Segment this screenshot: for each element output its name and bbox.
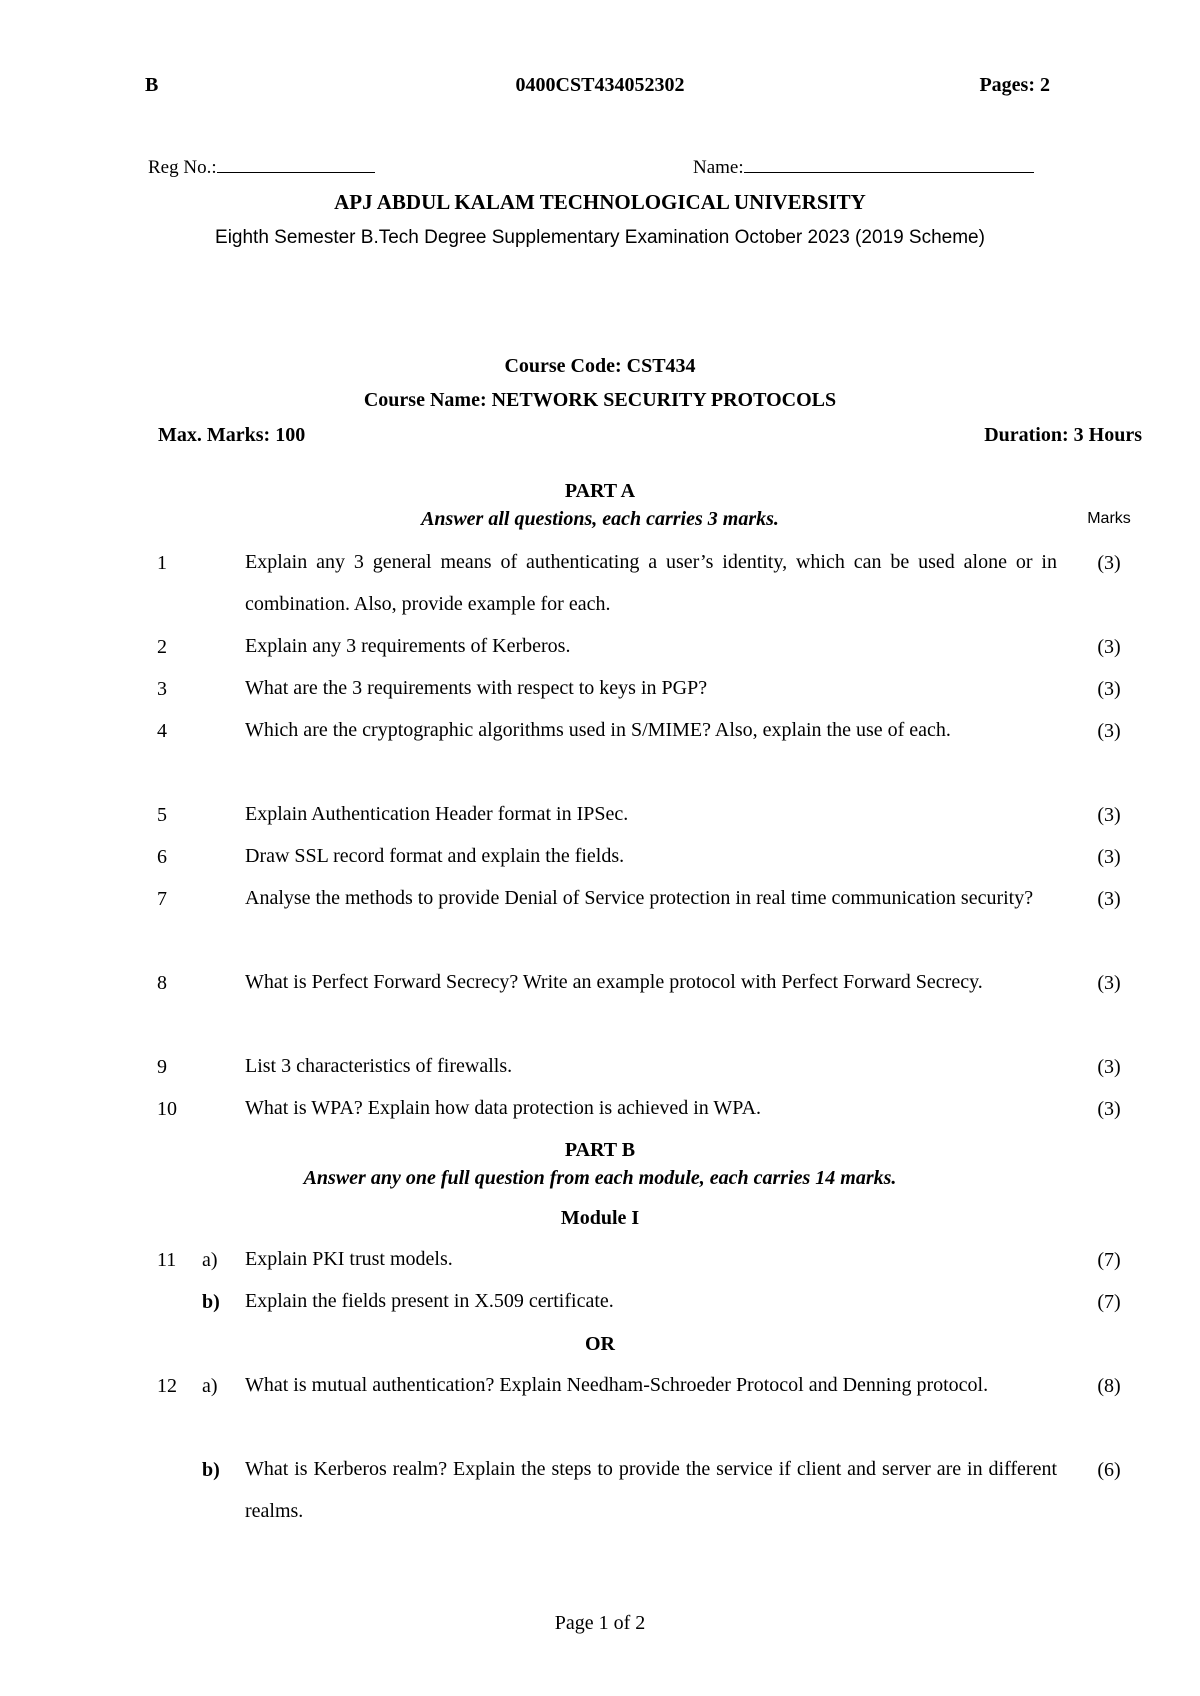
question-sub-label: a)	[202, 1375, 218, 1397]
question-text: Analyse the methods to provide Denial of Service protection in real time communication security?	[245, 887, 1034, 909]
question-number: 7	[157, 888, 167, 910]
question-marks: (3)	[1097, 804, 1121, 826]
question-number: 8	[157, 972, 167, 994]
university-title: APJ ABDUL KALAM TECHNOLOGICAL UNIVERSITY	[334, 190, 866, 214]
page-footer: Page 1 of 2	[554, 1612, 646, 1634]
part-b-title: PART B	[564, 1139, 636, 1161]
question-marks: (3)	[1097, 720, 1121, 742]
question-marks: (6)	[1097, 1459, 1121, 1481]
question-number: 1	[157, 552, 167, 574]
or-separator: OR	[585, 1333, 615, 1355]
question-number: 9	[157, 1056, 167, 1078]
question-text: Explain Authentication Header format in IPSec.	[245, 803, 629, 825]
question-marks: (3)	[1097, 888, 1121, 910]
question-marks: (3)	[1097, 678, 1121, 700]
part-b-instruction: Answer any one full question from each module, each carries 14 marks.	[303, 1167, 897, 1189]
question-number: 3	[157, 678, 167, 700]
question-text: List 3 characteristics of firewalls.	[245, 1055, 513, 1077]
question-number: 5	[157, 804, 167, 826]
pages-count: Pages: 2	[979, 74, 1050, 96]
module-title: Module I	[560, 1207, 640, 1229]
reg-no-label: Reg No.:	[148, 157, 217, 178]
question-number: 2	[157, 636, 167, 658]
question-marks: (3)	[1097, 552, 1121, 574]
name-label: Name:	[693, 157, 744, 178]
question-paper-code: 0400CST434052302	[515, 74, 685, 96]
question-number: 6	[157, 846, 167, 868]
question-marks: (3)	[1097, 1056, 1121, 1078]
reg-no-field	[148, 154, 375, 179]
question-text: Which are the cryptographic algorithms used in S/MIME? Also, explain the use of each.	[245, 719, 951, 741]
question-text: Draw SSL record format and explain the fields.	[245, 845, 625, 867]
question-number: 11	[157, 1249, 177, 1271]
question-sub-label: a)	[202, 1249, 218, 1271]
course-code: Course Code: CST434	[504, 355, 696, 377]
question-text: Explain the fields present in X.509 certificate.	[245, 1290, 614, 1312]
reg-no-blank	[217, 154, 375, 173]
question-marks: (3)	[1097, 972, 1121, 994]
question-number: 10	[157, 1098, 177, 1120]
question-text: Explain any 3 general means of authenticating a user’s identity, which can be used alone or in combination. Also, provide example for each.	[245, 551, 1057, 615]
exam-title: Eighth Semester B.Tech Degree Supplementary Examination October 2023 (2019 Scheme)	[215, 227, 985, 248]
question-text: Explain any 3 requirements of Kerberos.	[245, 635, 571, 657]
question-sub-label: b)	[202, 1459, 220, 1481]
part-a-title: PART A	[564, 480, 636, 502]
duration: Duration: 3 Hours	[984, 424, 1142, 446]
question-sub-label: b)	[202, 1291, 220, 1313]
question-marks: (3)	[1097, 636, 1121, 658]
question-text: What is Perfect Forward Secrecy? Write an example protocol with Perfect Forward Secrecy.	[245, 971, 983, 993]
name-field	[693, 154, 1034, 179]
name-blank	[744, 154, 1034, 173]
question-number: 12	[157, 1375, 177, 1397]
marks-column-header: Marks	[1087, 510, 1131, 527]
question-marks: (8)	[1097, 1375, 1121, 1397]
max-marks: Max. Marks: 100	[158, 424, 306, 446]
course-name: Course Name: NETWORK SECURITY PROTOCOLS	[363, 389, 837, 411]
series-label: B	[145, 74, 159, 96]
question-text: Explain PKI trust models.	[245, 1248, 453, 1270]
question-text: What is WPA? Explain how data protection is achieved in WPA.	[245, 1097, 762, 1119]
question-marks: (7)	[1097, 1291, 1121, 1313]
question-marks: (3)	[1097, 846, 1121, 868]
question-marks: (3)	[1097, 1098, 1121, 1120]
question-text: What is mutual authentication? Explain Needham-Schroeder Protocol and Denning protocol.	[245, 1374, 989, 1396]
question-number: 4	[157, 720, 167, 742]
question-text: What is Kerberos realm? Explain the steps to provide the service if client and server are in different realms.	[245, 1458, 1057, 1522]
part-a-instruction: Answer all questions, each carries 3 marks.	[421, 508, 779, 530]
question-marks: (7)	[1097, 1249, 1121, 1271]
question-text: What are the 3 requirements with respect to keys in PGP?	[245, 677, 708, 699]
